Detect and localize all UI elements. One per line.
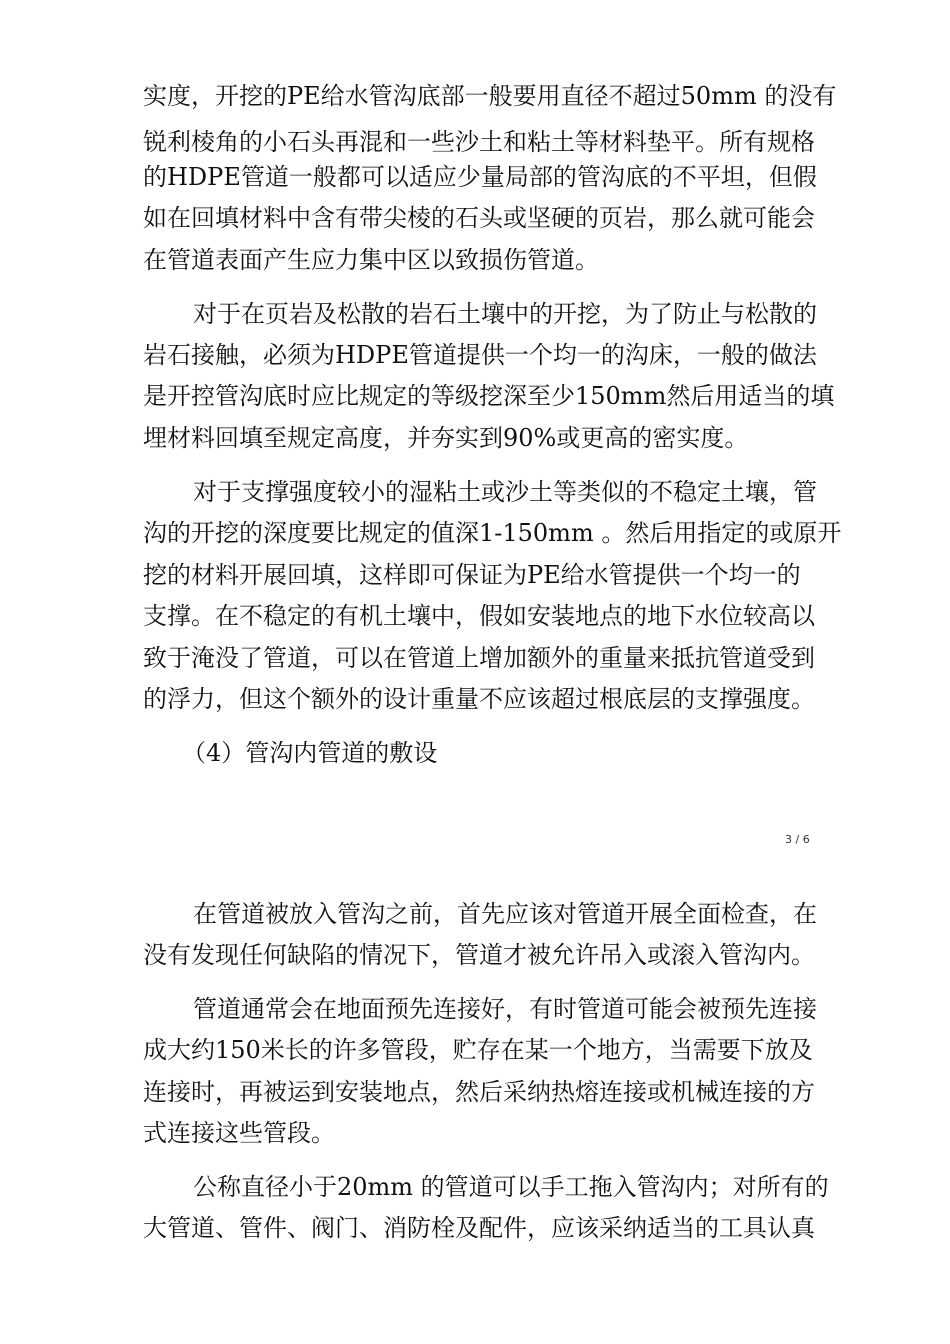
text-line: 实度，开挖的PE给水管沟底部一般要用直径不超过50mm 的没有	[143, 82, 837, 110]
text-line: 岩石接触，必须为HDPE管道提供一个均一的沟床，一般的做法	[143, 341, 817, 369]
text-line: 挖的材料开展回填，这样即可保证为PE给水管提供一个均一的	[143, 561, 801, 589]
text-line: 是开控管沟底时应比规定的等级挖深至少150mm然后用适当的填	[143, 382, 835, 410]
text-line: 式连接这些管段。	[143, 1119, 335, 1147]
section-heading: （4）管沟内管道的敷设	[182, 739, 438, 767]
text-line: 的HDPE管道一般都可以适应少量局部的管沟底的不平坦，但假	[143, 163, 817, 191]
text-line: 在管道表面产生应力集中区以致损伤管道。	[143, 246, 599, 274]
text-line: 致于淹没了管道，可以在管道上增加额外的重量来抵抗管道受到	[143, 644, 815, 672]
text-line: 的浮力，但这个额外的设计重量不应该超过根底层的支撑强度。	[143, 685, 815, 713]
text-line: 支撑。在不稳定的有机土壤中，假如安装地点的地下水位较高以	[143, 602, 815, 630]
text-line: 连接时，再被运到安装地点，然后采纳热熔连接或机械连接的方	[143, 1078, 815, 1106]
text-line: 如在回填材料中含有带尖棱的石头或坚硬的页岩，那么就可能会	[143, 204, 815, 232]
text-line: 埋材料回填至规定高度，并夯实到90%或更高的密实度。	[143, 424, 749, 452]
text-line: 大管道、管件、阀门、消防栓及配件，应该采纳适当的工具认真	[143, 1214, 815, 1242]
text-line: 公称直径小于20mm 的管道可以手工拖入管沟内；对所有的	[193, 1173, 829, 1201]
text-line: 沟的开挖的深度要比规定的值深1-150mm 。然后用指定的或原开	[143, 519, 842, 547]
text-line: 对于支撑强度较小的湿粘土或沙土等类似的不稳定土壤，管	[193, 478, 817, 506]
text-line: 没有发现任何缺陷的情况下，管道才被允许吊入或滚入管沟内。	[143, 941, 815, 969]
text-line: 对于在页岩及松散的岩石土壤中的开挖，为了防止与松散的	[193, 300, 817, 328]
text-line: 锐利棱角的小石头再混和一些沙土和粘土等材料垫平。所有规格	[143, 128, 815, 156]
text-line: 在管道被放入管沟之前，首先应该对管道开展全面检查，在	[193, 900, 817, 928]
page-number: 3 / 6	[785, 833, 810, 846]
text-line: 管道通常会在地面预先连接好，有时管道可能会被预先连接	[193, 995, 817, 1023]
text-line: 成大约150米长的许多管段，贮存在某一个地方，当需要下放及	[143, 1036, 813, 1064]
